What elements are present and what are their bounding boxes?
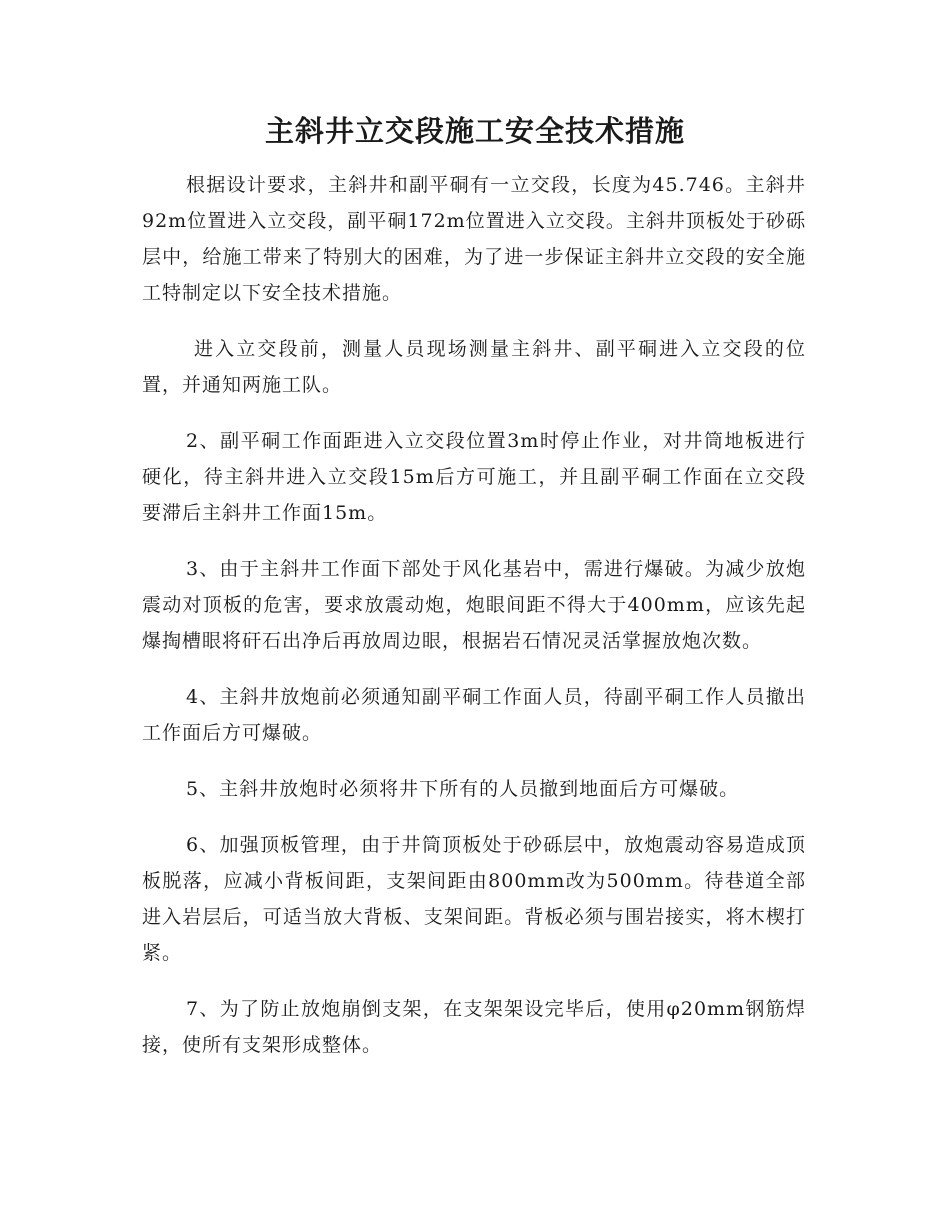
paragraph-intro: 根据设计要求，主斜井和副平硐有一立交段，长度为45.746。主斜井92m位置进入立交段，副平硐172m位置进入立交段。主斜井顶板处于砂砾层中，给施工带来了特别大的困难，为了进一步保证主斜井立交段的安全施工特制定以下安全技术措施。 xyxy=(142,174,806,304)
document-body xyxy=(142,167,806,1083)
paragraph-item-6: 6、加强顶板管理，由于井筒顶板处于砂砾层中，放炮震动容易造成顶板脱落，应减小背板间距，支架间距由800mm改为500mm。待巷道全部进入岩层后，可适当放大背板、支架间距。背板必须与围岩接实，将木楔打紧。 xyxy=(142,834,806,964)
paragraph-item-5: 5、主斜井放炮时必须将井下所有的人员撤到地面后方可爆破。 xyxy=(186,778,740,800)
paragraph-item-7: 7、为了防止放炮崩倒支架，在支架架设完毕后，使用φ20mm钢筋焊接，使所有支架形成整体。 xyxy=(142,998,806,1056)
paragraph-item-3: 3、由于主斜井工作面下部处于风化基岩中，需进行爆破。为减少放炮震动对顶板的危害，要求放震动炮，炮眼间距不得大于400mm，应该先起爆掏槽眼将矸石出净后再放周边眼，根据岩石情况灵活掌握放炮次数。 xyxy=(142,558,806,652)
paragraph-item-2: 2、副平硐工作面距进入立交段位置3m时停止作业，对井筒地板进行硬化，待主斜井进入立交段15m后方可施工，并且副平硐工作面在立交段要滞后主斜井工作面15m。 xyxy=(142,430,806,524)
document-title: 主斜井立交段施工安全技术措施 xyxy=(264,114,685,148)
paragraph-measure: 进入立交段前，测量人员现场测量主斜井、副平硐进入立交段的位置，并通知两施工队。 xyxy=(142,338,806,396)
paragraph-item-4: 4、主斜井放炮前必须通知副平硐工作面人员，待副平硐工作人员撤出工作面后方可爆破。 xyxy=(142,686,806,744)
